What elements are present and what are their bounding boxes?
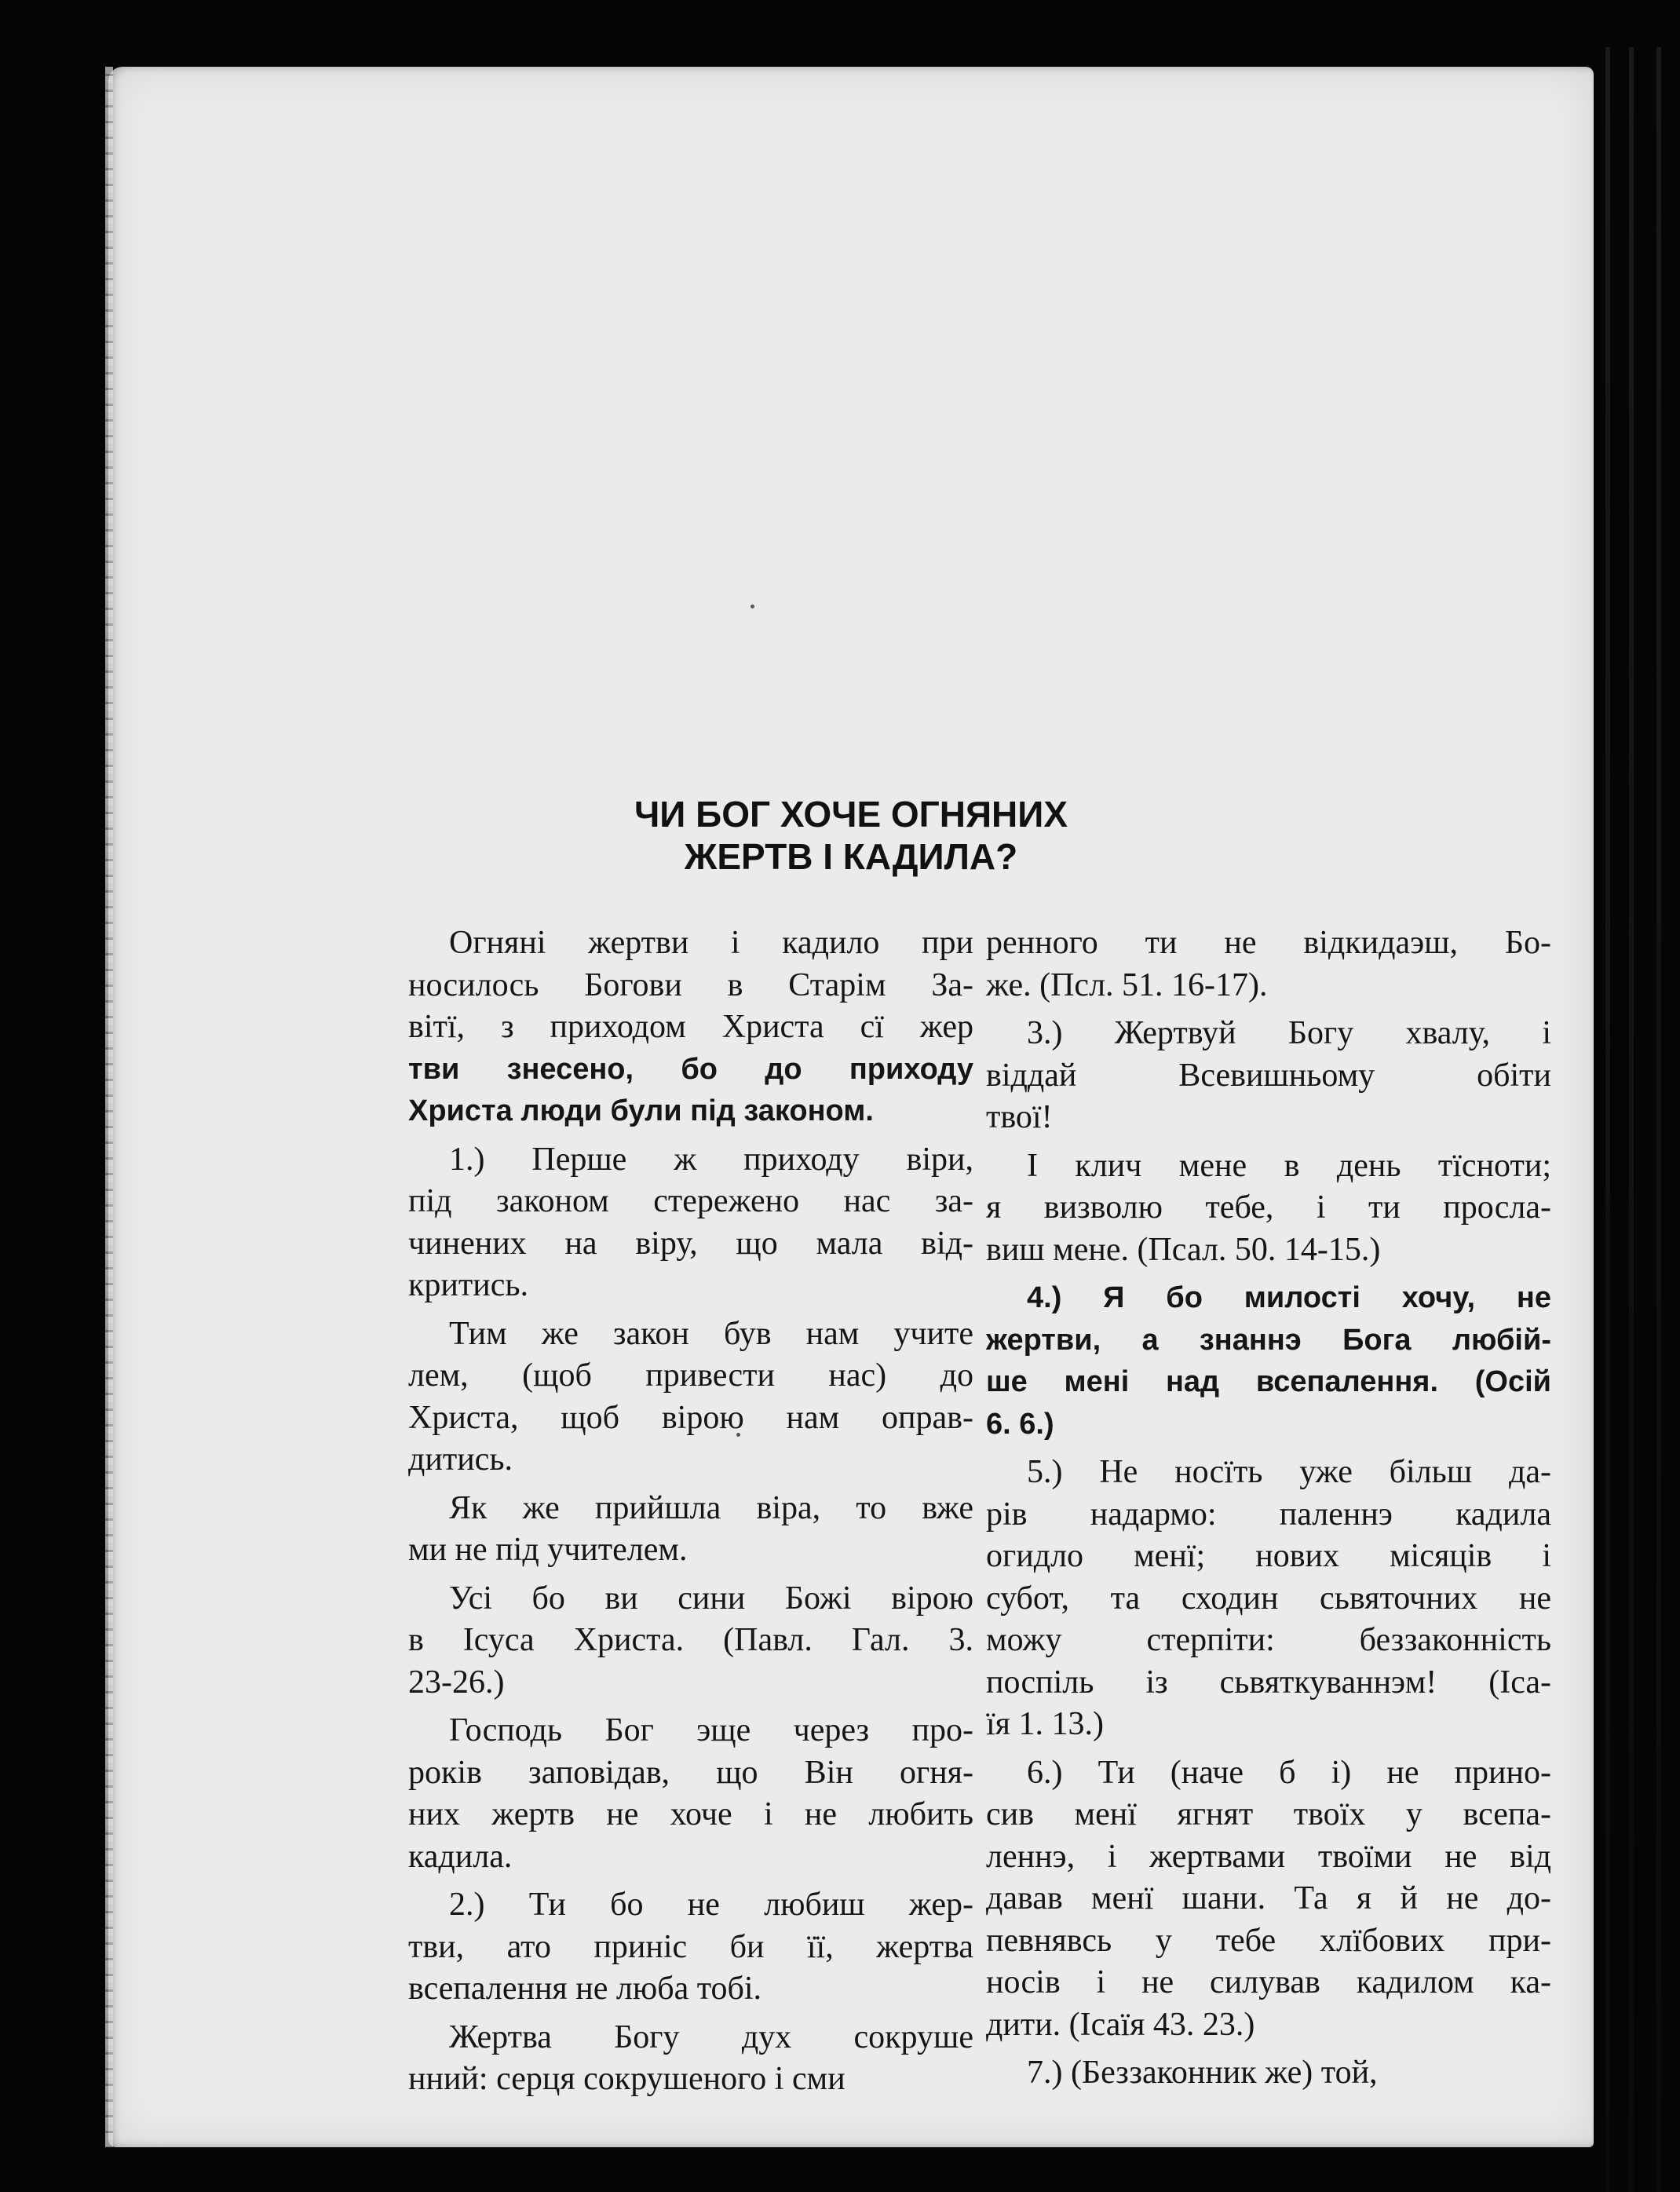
text-line: Як же прийшла віра, то вже — [449, 1489, 973, 1526]
text-line: Жертва Богу дух сокруше — [449, 2018, 973, 2055]
text-line: тви, ато приніс би її, жертва — [408, 1928, 973, 1965]
text-line: 6. 6.) — [986, 1407, 1054, 1441]
text-line: Христа люди були під законом. — [408, 1094, 874, 1127]
text-line: Усі бо ви сини Божі вірою — [449, 1580, 973, 1617]
text-line: ше мені над всепалення. (Осій — [986, 1365, 1551, 1398]
text-line: них жертв не хоче і не любить — [408, 1796, 973, 1832]
text-line: дити. (Ісаїя 43. 23.) — [986, 2006, 1255, 2043]
title-line: ЖЕРТВ І КАДИЛА? — [684, 836, 1018, 877]
text-line: вітї, з приходом Христа сї жер — [408, 1009, 973, 1045]
page-edge — [1629, 47, 1634, 2192]
text-line: років заповідав, що Він огня- — [408, 1754, 973, 1791]
left-column — [408, 922, 973, 2101]
text-line: І клич мене в день тїсноти; — [1027, 1147, 1551, 1184]
text-line: 6.) Ти (наче б і) не прино- — [1027, 1754, 1551, 1791]
text-line: віддай Всевишньому обіти — [986, 1057, 1551, 1094]
text-line: лем, (щоб привести нас) до — [408, 1357, 973, 1394]
text-line: дитись. — [408, 1441, 513, 1478]
text-line: 4.) Я бо милості хочу, не — [1027, 1281, 1551, 1314]
text-line: можу стерпіти: беззаконність — [986, 1622, 1551, 1658]
text-line: тви знесено, бо до приходу — [408, 1052, 973, 1086]
text-line: кадила. — [408, 1838, 513, 1875]
text-line: критись. — [408, 1267, 529, 1303]
text-line: всепалення не люба тобі. — [408, 1971, 762, 2007]
text-line: 5.) Не носїть уже більш да- — [1027, 1454, 1551, 1490]
text-line: Христа, щоб вірою нам оправ- — [408, 1399, 973, 1436]
text-line: їя 1. 13.) — [986, 1706, 1104, 1742]
title-line: ЧИ БОГ ХОЧЕ ОГНЯНИХ — [634, 794, 1068, 835]
text-line: я визволю тебе, і ти просла- — [986, 1189, 1551, 1226]
text-line: огидло менї; нових місяців і — [986, 1538, 1551, 1574]
text-line: носів і не силував кадилом ка- — [986, 1964, 1551, 2000]
page-title — [108, 793, 1594, 878]
text-line: 23-26.) — [408, 1664, 505, 1701]
text-line: ми не під учителем. — [408, 1532, 688, 1568]
text-line: жертви, а знаннэ Бога любій- — [986, 1323, 1551, 1357]
text-line: 2.) Ти бо не любиш жер- — [449, 1887, 973, 1923]
text-line: Господь Бог эще через про- — [449, 1712, 973, 1748]
text-line: 1.) Перше ж приходу віри, — [449, 1141, 973, 1178]
print-speck — [751, 605, 754, 608]
text-line: 7.) (Беззаконник же) той, — [1027, 2055, 1378, 2091]
text-line: субот, та сходин сьвяточних не — [986, 1580, 1551, 1617]
text-line: же. (Псл. 51. 16-17). — [986, 966, 1268, 1003]
text-line: 3.) Жертвуй Богу хвалу, і — [1027, 1015, 1551, 1051]
text-line: Тим же закон був нам учите — [449, 1315, 973, 1352]
text-line: нний: серця сокрушеного і сми — [408, 2061, 845, 2097]
text-line: поспіль із сьвяткуваннэм! (Іса- — [986, 1664, 1551, 1701]
text-line: ренного ти не відкидаэш, Бо- — [986, 925, 1551, 961]
text-line: леннэ, і жертвами твоїми не від — [986, 1838, 1551, 1875]
page-edge — [1605, 47, 1610, 2192]
page-edge — [1656, 47, 1661, 2192]
text-line: під законом стережено нас за- — [408, 1183, 973, 1219]
book-page — [108, 67, 1594, 2147]
text-line: твої! — [986, 1099, 1053, 1135]
text-line: рів надармо: паленнэ кадила — [986, 1496, 1551, 1533]
text-line: Огняні жертви і кадило при — [449, 925, 973, 961]
text-line: давав менї шани. Та я й не до- — [986, 1880, 1551, 1916]
text-line: в Ісуса Христа. (Павл. Гал. 3. — [408, 1622, 973, 1658]
text-line: виш мене. (Псал. 50. 14-15.) — [986, 1231, 1381, 1268]
text-line: носилось Богови в Старім За- — [408, 966, 973, 1003]
text-line: чинених на віру, що мала від- — [408, 1225, 973, 1262]
text-line: сив менї ягнят твоїх у всепа- — [986, 1796, 1551, 1832]
right-column — [986, 922, 1551, 2095]
text-line: певнявсь у тебе хлїбових при- — [986, 1922, 1551, 1959]
